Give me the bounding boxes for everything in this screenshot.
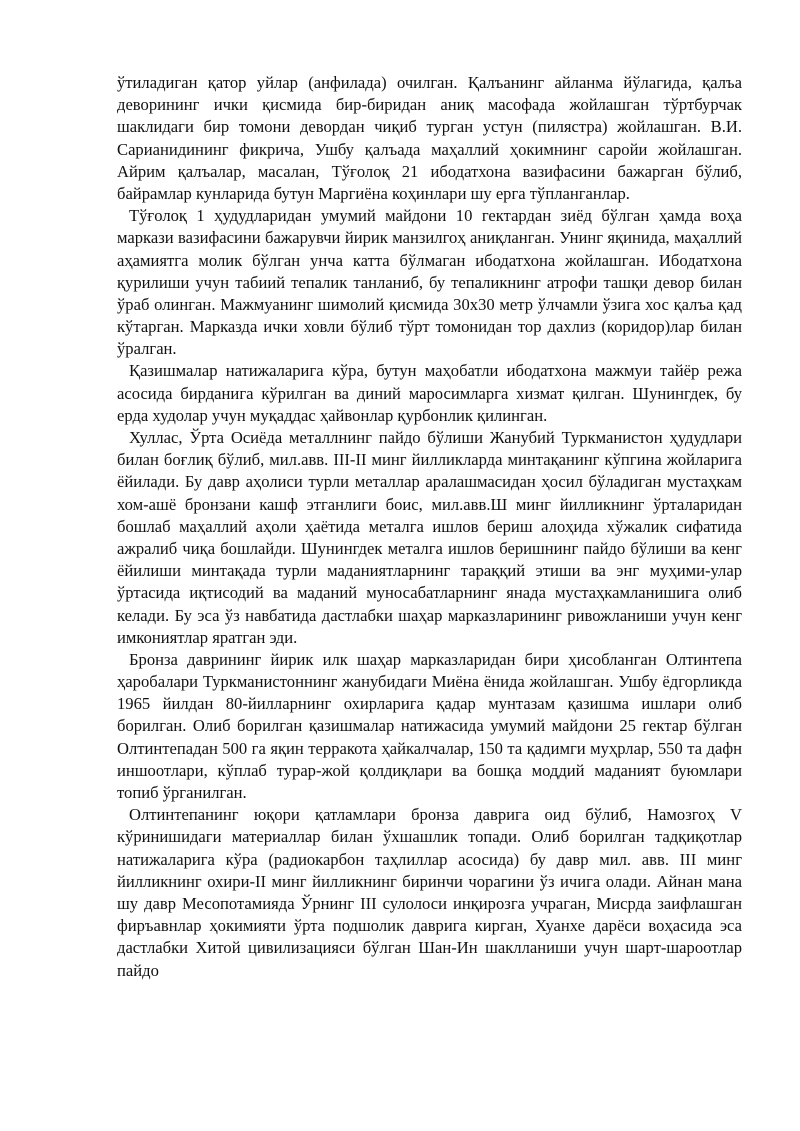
paragraph-5: Бронза даврининг йирик илк шаҳар марказларидан бири ҳисобланган Олтинтепа ҳаробалари Туркманистоннинг жанубидаги Миёна ёнида жойлашган. Ушбу ёдгорликда 1965 йилдан 80-йилларнинг охирларига қадар мунтазам қазишма ишлари олиб борилган. Олиб борилган қазишмалар натижасида умумий майдони 25 гектар бўлган Олтинтепадан 500 га яқин терракота ҳайкалчалар, 150 та қадимги муҳрлар, 550 та дафн иншоотлари, кўплаб турар-жой қолдиқлари ва бошқа моддий маданият буюмлари топиб ўрганилган.	[117, 649, 742, 802]
paragraph-3: Қазишмалар натижаларига кўра, бутун маҳобатли ибодатхона мажмуи тайёр режа асосида бирданига кўрилган ва диний маросимларга хизмат қилган. Шунингдек, бу ерда худолар учун муқаддас ҳайвонлар қурбонлик қилинган.	[117, 361, 742, 425]
paragraph-6: Олтинтепанинг юқори қатламлари бронза даврига оид бўлиб, Намозгоҳ V кўринишидаги материаллар билан ўхшашлик топади. Олиб борилган тадқиқотлар натижаларига кўра (радиокарбон таҳлиллар асосида) бу давр мил. авв. III минг йилликнинг охири-II минг йилликнинг биринчи чорагини ўз ичига олади. Айнан мана шу давр Месопотамияда Ўрнинг III сулолоси инқирозга учраган, Мисрда заифлашган фиръавнлар ҳокимияти ўрта подшолик даврига кирган, Хуанхе дарёси воҳасида эса дастлабки Хитой цивилизацияси бўлган Шан-Ин шаклланиши учун шарт-шароотлар пайдо	[117, 805, 742, 980]
paragraph-4: Хуллас, Ўрта Осиёда металлнинг пайдо бўлиши Жанубий Туркманистон ҳудудлари билан боғлиқ бўлиб, мил.авв. III-II минг йилликларда минтақанинг кўпгина жойларига ёйилади. Бу давр аҳолиси турли металлар аралашмасидан ҳосил бўладиган мустаҳкам хом-ашё бронзани кашф этганлиги боис, мил.авв.Ш минг йилликнинг ўрталаридан бошлаб маҳаллий аҳоли ҳаётида металга ишлов бериш алоҳида хўжалик сифатида ажралиб чиқа бошлайди. Шунингдек металга ишлов беришнинг пайдо бўлиши ва кенг ёйилиши минтақада турли маданиятларнинг тараққий этиши ва энг муҳими-улар ўртасида иқтисодий ва маданий муносабатларнинг янада мустаҳкамланишига олиб келади. Бу эса ўз навбатида дастлабки шаҳар марказларининг ривожланиши учун кенг имкониятлар яратган эди.	[117, 428, 742, 647]
document-page	[117, 72, 742, 982]
paragraph-1: ўтиладиган қатор уйлар (анфилада) очилган. Қалъанинг айланма йўлагида, қалъа деворининг ички қисмида бир-биридан аниқ масофада жойлашган тўртбурчак шаклидаги бир томони девордан чиқиб турган устун (пилястра) жойлашган. В.И. Сарианидининг фикрича, Ушбу қалъада маҳаллий ҳокимнинг саройи жойлашган. Айрим қалъалар, масалан, Тўғолоқ 21 ибодатхона вазифасини бажарган бўлиб, байрамлар кунларида бутун Маргиёна коҳинлари шу ерга тўпланганлар.	[117, 73, 742, 203]
paragraph-2: Тўғолоқ 1 ҳудудларидан умумий майдони 10 гектардан зиёд бўлган ҳамда воҳа маркази вазифасини бажарувчи йирик манзилгоҳ аниқланган. Унинг яқинида, маҳаллий аҳамиятга молик бўлган унча катта бўлмаган ибодатхона жойлашган. Ибодатхона қурилиши учун табиий тепалик танланиб, бу тепаликнинг атрофи ташқи девор билан ўраб олинган. Мажмуанинг шимолий қисмида 30х30 метр ўлчамли ўзига хос қалъа қад кўтарган. Марказда ички ховли бўлиб тўрт томонидан тор дахлиз (коридор)лар билан ўралган.	[117, 206, 742, 359]
